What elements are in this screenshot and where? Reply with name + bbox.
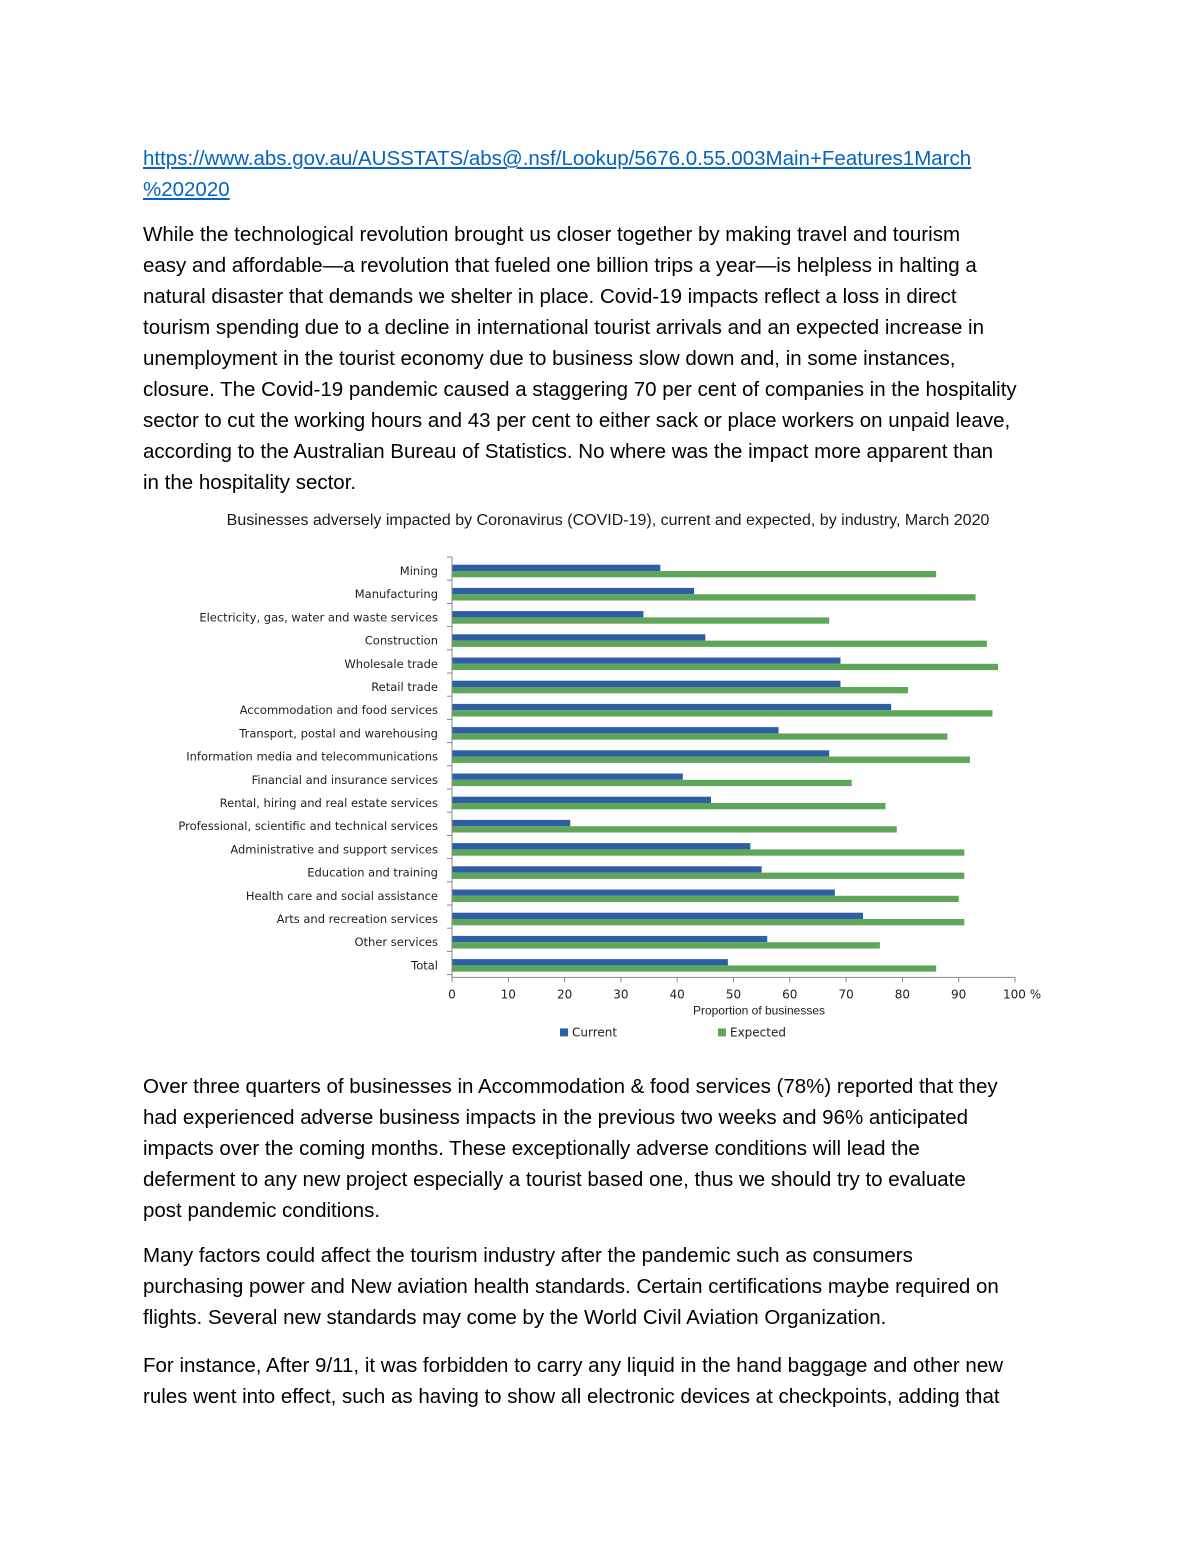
category-label: Other services xyxy=(354,935,438,950)
x-tick-label: 0 xyxy=(448,987,456,1002)
text-line: For instance, After 9/11, it was forbidden to carry any liquid in the hand baggage and other new xyxy=(143,1354,1004,1377)
paragraph-instance xyxy=(143,1350,1063,1412)
legend-label-expected: Expected xyxy=(730,1025,786,1040)
category-label: Total xyxy=(411,958,438,973)
x-tick-label: 10 xyxy=(500,987,516,1002)
bar-current xyxy=(452,704,891,710)
text-line: easy and affordable—a revolution that fueled one billion trips a year—is helpless in halting a xyxy=(143,254,977,277)
category-label: Education and training xyxy=(307,865,438,880)
x-tick-label: 50 xyxy=(725,987,742,1002)
bar-current xyxy=(452,913,863,919)
bar-current xyxy=(452,658,840,664)
legend-swatch-current xyxy=(560,1028,568,1036)
text-line: flights. Several new standards may come by the World Civil Aviation Organization. xyxy=(143,1306,887,1329)
text-line: post pandemic conditions. xyxy=(143,1199,381,1222)
category-label: Retail trade xyxy=(371,680,438,694)
category-label: Transport, postal and warehousing xyxy=(239,726,438,741)
covid-impact-bar-chart xyxy=(140,505,1060,1055)
x-tick-label: 100 % xyxy=(1003,987,1042,1002)
bar-current xyxy=(452,565,660,571)
legend-swatch-expected xyxy=(718,1028,726,1036)
bar-expected xyxy=(452,873,964,879)
bar-expected xyxy=(452,826,897,832)
legend-label-current: Current xyxy=(572,1025,618,1040)
category-label: Information media and telecommunications xyxy=(186,749,438,764)
paragraph-factors xyxy=(143,1240,1063,1333)
text-line: deferment to any new project especially a tourist based one, thus we should try to evaluate xyxy=(143,1168,966,1191)
x-tick-label: 40 xyxy=(669,987,685,1002)
bar-current xyxy=(452,774,683,780)
paragraph-intro xyxy=(143,219,1063,498)
text-line: rules went into effect, such as having to show all electronic devices at checkpoints, adding that xyxy=(143,1385,1000,1408)
bar-expected xyxy=(452,617,829,623)
source-link-line-2[interactable]: %202020 xyxy=(143,178,230,201)
x-tick-label: 30 xyxy=(613,987,629,1002)
category-label: Financial and insurance services xyxy=(251,772,438,787)
text-line: impacts over the coming months. These exceptionally adverse conditions will lead the xyxy=(143,1137,920,1160)
text-line: unemployment in the tourist economy due to business slow down and, in some instances, xyxy=(143,347,956,370)
x-tick-label: 80 xyxy=(894,987,911,1002)
x-axis-title: Proportion of businesses xyxy=(692,1003,826,1018)
bar-current xyxy=(452,820,570,826)
x-tick-label: 60 xyxy=(782,987,798,1002)
category-label: Manufacturing xyxy=(354,587,438,602)
paragraph-accommodation xyxy=(143,1071,1063,1226)
category-label: Administrative and support services xyxy=(230,842,438,857)
category-label: Arts and recreation services xyxy=(276,912,438,926)
bar-current xyxy=(452,634,705,640)
bar-expected xyxy=(452,664,998,670)
category-label: Electricity, gas, water and waste services xyxy=(199,610,438,625)
source-link-line-1[interactable]: https://www.abs.gov.au/AUSSTATS/abs@.nsf/Lookup/5676.0.55.003Main+Features1March xyxy=(143,147,972,170)
text-line: Many factors could affect the tourism industry after the pandemic such as consumers xyxy=(143,1244,913,1267)
bar-expected xyxy=(452,780,852,786)
bar-expected xyxy=(452,965,936,971)
bar-expected xyxy=(452,896,959,902)
text-line: While the technological revolution brought us closer together by making travel and tourism xyxy=(143,223,961,246)
bar-expected xyxy=(452,687,908,693)
bar-current xyxy=(452,611,643,617)
text-line: sector to cut the working hours and 43 per cent to either sack or place workers on unpaid leave, xyxy=(143,409,1011,432)
bar-expected xyxy=(452,733,947,739)
bar-expected xyxy=(452,757,970,763)
x-tick-label: 20 xyxy=(556,987,573,1002)
text-line: Over three quarters of businesses in Accommodation & food services (78%) reported that they xyxy=(143,1075,998,1098)
bar-current xyxy=(452,750,829,756)
bar-current xyxy=(452,959,728,965)
bar-current xyxy=(452,681,840,687)
text-line: closure. The Covid-19 pandemic caused a staggering 70 per cent of companies in the hospitality xyxy=(143,378,1017,401)
category-label: Professional, scientific and technical services xyxy=(178,819,438,834)
category-label: Rental, hiring and real estate services xyxy=(219,796,438,810)
bar-current xyxy=(452,797,711,803)
bar-expected xyxy=(452,803,886,809)
bar-current xyxy=(452,727,779,733)
source-link[interactable] xyxy=(143,143,1043,205)
text-line: natural disaster that demands we shelter in place. Covid-19 impacts reflect a loss in direct xyxy=(143,285,957,308)
bar-expected xyxy=(452,641,987,647)
bar-expected xyxy=(452,942,880,948)
bar-current xyxy=(452,843,750,849)
bar-current xyxy=(452,890,835,896)
bar-current xyxy=(452,588,694,594)
bar-expected xyxy=(452,571,936,577)
bar-expected xyxy=(452,849,964,855)
bar-current xyxy=(452,866,762,872)
text-line: had experienced adverse business impacts in the previous two weeks and 96% anticipated xyxy=(143,1106,969,1129)
bar-expected xyxy=(452,710,992,716)
bar-current xyxy=(452,936,767,942)
x-tick-label: 70 xyxy=(838,987,854,1002)
bar-expected xyxy=(452,919,964,925)
category-label: Wholesale trade xyxy=(344,656,438,671)
text-line: tourism spending due to a decline in international tourist arrivals and an expected increase in xyxy=(143,316,985,339)
text-line: in the hospitality sector. xyxy=(143,471,357,494)
category-label: Construction xyxy=(364,633,438,648)
text-line: according to the Australian Bureau of Statistics. No where was the impact more apparent than xyxy=(143,440,994,463)
chart-title: Businesses adversely impacted by Coronavirus (COVID-19), current and expected, by industry, March 2020 xyxy=(226,512,990,529)
bar-expected xyxy=(452,594,976,600)
x-tick-label: 90 xyxy=(951,987,967,1002)
text-line: purchasing power and New aviation health standards. Certain certifications maybe required on xyxy=(143,1275,999,1298)
category-label: Accommodation and food services xyxy=(239,703,438,718)
category-label: Mining xyxy=(399,564,438,578)
category-label: Health care and social assistance xyxy=(245,888,438,903)
